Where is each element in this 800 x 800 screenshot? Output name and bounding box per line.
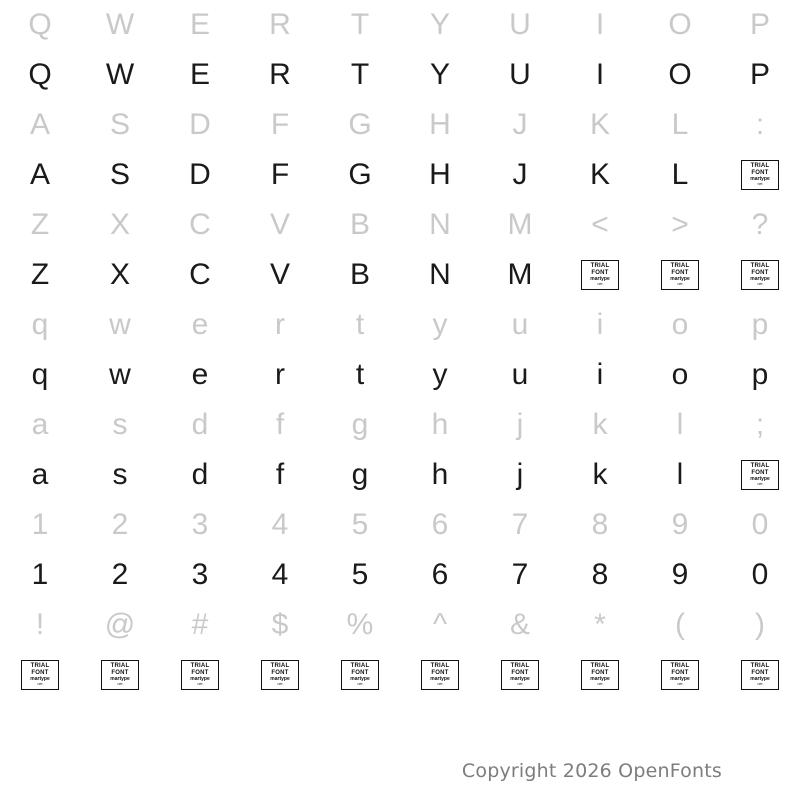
glyph-cell: C — [189, 208, 211, 241]
glyph-cell: 0 — [751, 558, 769, 591]
glyph-cell: s — [112, 458, 128, 491]
stamp-line-font: FONT — [111, 669, 129, 676]
trial-font-stamp-box — [661, 260, 699, 290]
glyph-cell: T — [350, 8, 370, 41]
glyph-cell: f — [275, 408, 285, 441]
glyph-cell: k — [592, 408, 608, 441]
glyph-cell: B — [349, 208, 370, 241]
stamp-line-trial: TRIAL — [670, 663, 690, 670]
glyph-cell: Y — [429, 8, 450, 41]
stamp-line-font: FONT — [511, 669, 529, 676]
stamp-line-font: FONT — [191, 669, 209, 676]
glyph-cell: h — [431, 408, 449, 441]
trial-font-stamp-box — [421, 660, 459, 690]
stamp-line-domain: net — [357, 682, 363, 687]
glyph-cell: W — [105, 58, 135, 91]
glyph-cell: C — [189, 258, 211, 291]
glyph-cell: < — [591, 208, 609, 241]
glyph-cell: L — [671, 108, 689, 141]
glyph-cell: V — [269, 208, 290, 241]
glyph-cell: H — [429, 158, 451, 191]
glyph-cell: 4 — [271, 508, 289, 541]
glyph-cell: q — [31, 308, 49, 341]
glyph-cell: 3 — [191, 558, 209, 591]
glyph-cell: Z — [30, 208, 50, 241]
stamp-line-trial: TRIAL — [30, 663, 50, 670]
glyph-cell: R — [269, 8, 291, 41]
glyph-cell: ? — [751, 208, 769, 241]
trial-font-stamp — [640, 650, 720, 700]
glyph-cell: ^ — [432, 608, 448, 641]
glyph-cell: $ — [271, 608, 289, 641]
glyph-cell: J — [512, 158, 528, 191]
glyph-cell: o — [671, 308, 689, 341]
stamp-line-trial: TRIAL — [750, 463, 770, 470]
stamp-line-trial: TRIAL — [590, 263, 610, 270]
trial-font-stamp — [400, 650, 480, 700]
stamp-line-foundry: martype — [110, 676, 130, 683]
trial-font-stamp — [640, 250, 720, 300]
glyph-cell: t — [355, 358, 365, 391]
glyph-cell: p — [751, 308, 769, 341]
glyph-cell: M — [507, 208, 533, 241]
glyph-cell: L — [671, 158, 689, 191]
stamp-line-domain: net — [517, 682, 523, 687]
glyph-cell: g — [351, 458, 369, 491]
trial-font-stamp-box — [21, 660, 59, 690]
glyph-cell: o — [671, 358, 689, 391]
trial-font-stamp — [160, 650, 240, 700]
glyph-cell: 1 — [31, 558, 49, 591]
glyph-cell: G — [348, 158, 372, 191]
trial-font-stamp-box — [741, 460, 779, 490]
trial-font-stamp-box — [501, 660, 539, 690]
glyph-cell: w — [109, 358, 131, 391]
trial-font-stamp — [560, 650, 640, 700]
glyph-cell: w — [109, 308, 131, 341]
glyph-cell: q — [31, 358, 49, 391]
trial-font-stamp-box — [741, 160, 779, 190]
stamp-line-domain: net — [277, 682, 283, 687]
stamp-line-foundry: martype — [430, 676, 450, 683]
glyph-cell: j — [516, 408, 524, 441]
glyph-cell: e — [191, 358, 209, 391]
stamp-line-font: FONT — [671, 269, 689, 276]
stamp-line-domain: net — [677, 682, 683, 687]
glyph-cell: E — [189, 8, 210, 41]
stamp-line-foundry: martype — [30, 676, 50, 683]
stamp-line-foundry: martype — [590, 276, 610, 283]
stamp-line-foundry: martype — [510, 676, 530, 683]
glyph-cell: P — [749, 8, 770, 41]
stamp-line-domain: net — [197, 682, 203, 687]
stamp-line-trial: TRIAL — [750, 663, 770, 670]
glyph-cell: 6 — [431, 508, 449, 541]
stamp-line-trial: TRIAL — [270, 663, 290, 670]
stamp-line-foundry: martype — [350, 676, 370, 683]
glyph-cell: W — [105, 8, 135, 41]
stamp-line-trial: TRIAL — [750, 263, 770, 270]
stamp-line-domain: net — [757, 282, 763, 287]
stamp-line-foundry: martype — [750, 476, 770, 483]
stamp-line-trial: TRIAL — [430, 663, 450, 670]
glyph-cell: y — [432, 308, 448, 341]
stamp-line-domain: net — [597, 282, 603, 287]
glyph-cell: 8 — [591, 558, 609, 591]
glyph-cell: 3 — [191, 508, 209, 541]
stamp-line-font: FONT — [751, 469, 769, 476]
glyph-cell: d — [191, 408, 209, 441]
glyph-cell: l — [676, 408, 684, 441]
glyph-cell: F — [270, 108, 290, 141]
stamp-line-font: FONT — [751, 269, 769, 276]
stamp-line-trial: TRIAL — [750, 163, 770, 170]
glyph-cell: a — [31, 458, 49, 491]
glyph-cell: K — [589, 108, 610, 141]
stamp-line-foundry: martype — [270, 676, 290, 683]
glyph-cell: H — [429, 108, 451, 141]
stamp-line-font: FONT — [751, 169, 769, 176]
stamp-line-font: FONT — [751, 669, 769, 676]
glyph-cell: Y — [429, 58, 450, 91]
glyph-cell: X — [109, 208, 130, 241]
trial-font-stamp-box — [661, 660, 699, 690]
trial-font-stamp — [0, 650, 80, 700]
glyph-cell: ; — [755, 408, 765, 441]
trial-font-stamp — [320, 650, 400, 700]
trial-font-stamp-box — [741, 660, 779, 690]
stamp-line-foundry: martype — [750, 176, 770, 183]
glyph-cell: 9 — [671, 558, 689, 591]
trial-font-stamp — [720, 650, 800, 700]
glyph-cell: g — [351, 408, 369, 441]
stamp-line-font: FONT — [671, 669, 689, 676]
glyph-cell: l — [676, 458, 684, 491]
glyph-cell: h — [431, 458, 449, 491]
glyph-cell: t — [355, 308, 365, 341]
glyph-cell: I — [595, 58, 605, 91]
glyph-cell: X — [109, 258, 130, 291]
stamp-line-domain: net — [757, 182, 763, 187]
glyph-cell: @ — [104, 608, 136, 641]
glyph-cell: % — [346, 608, 374, 641]
stamp-line-foundry: martype — [670, 276, 690, 283]
glyph-cell: u — [511, 358, 529, 391]
trial-font-stamp — [720, 450, 800, 500]
glyph-cell: O — [668, 58, 692, 91]
stamp-line-domain: net — [37, 682, 43, 687]
stamp-line-font: FONT — [431, 669, 449, 676]
stamp-line-domain: net — [597, 682, 603, 687]
stamp-line-foundry: martype — [750, 276, 770, 283]
glyph-cell: a — [31, 408, 49, 441]
glyph-cell: r — [275, 308, 285, 341]
stamp-line-foundry: martype — [750, 676, 770, 683]
trial-font-stamp — [240, 650, 320, 700]
stamp-line-domain: net — [677, 282, 683, 287]
glyph-cell: G — [348, 108, 372, 141]
stamp-line-domain: net — [117, 682, 123, 687]
trial-font-stamp-box — [581, 660, 619, 690]
glyph-cell: A — [29, 108, 50, 141]
glyph-cell: O — [668, 8, 692, 41]
glyph-cell: f — [275, 458, 285, 491]
stamp-line-font: FONT — [351, 669, 369, 676]
stamp-line-trial: TRIAL — [590, 663, 610, 670]
stamp-line-domain: net — [757, 482, 763, 487]
glyph-cell: k — [592, 458, 608, 491]
stamp-line-trial: TRIAL — [190, 663, 210, 670]
glyph-cell: r — [275, 358, 285, 391]
glyph-cell: U — [509, 58, 531, 91]
glyph-cell: p — [751, 358, 769, 391]
glyph-cell: y — [432, 358, 448, 391]
stamp-line-foundry: martype — [190, 676, 210, 683]
glyph-cell: 9 — [671, 508, 689, 541]
trial-font-stamp-box — [261, 660, 299, 690]
glyph-cell: 7 — [511, 558, 529, 591]
glyph-cell: d — [191, 458, 209, 491]
stamp-line-trial: TRIAL — [350, 663, 370, 670]
trial-font-stamp-box — [581, 260, 619, 290]
glyph-cell: : — [755, 108, 765, 141]
stamp-line-foundry: martype — [590, 676, 610, 683]
trial-font-stamp — [80, 650, 160, 700]
glyph-cell: s — [112, 408, 128, 441]
glyph-cell: # — [191, 608, 209, 641]
glyph-cell: U — [509, 8, 531, 41]
glyph-cell: j — [516, 458, 524, 491]
glyph-cell: i — [596, 308, 604, 341]
glyph-cell: B — [349, 258, 370, 291]
stamp-line-font: FONT — [591, 669, 609, 676]
copyright-footer: Copyright 2026 OpenFonts — [461, 760, 722, 782]
glyph-cell: S — [109, 108, 130, 141]
glyph-cell: i — [596, 358, 604, 391]
glyph-cell: E — [189, 58, 210, 91]
glyph-cell: V — [269, 258, 290, 291]
glyph-cell: 1 — [31, 508, 49, 541]
glyph-cell: D — [189, 108, 211, 141]
glyph-cell: Q — [28, 8, 52, 41]
glyph-cell: Q — [28, 58, 52, 91]
glyph-cell: P — [749, 58, 770, 91]
glyph-cell: M — [507, 258, 533, 291]
stamp-line-font: FONT — [271, 669, 289, 676]
glyph-cell: * — [594, 608, 606, 641]
trial-font-stamp-box — [101, 660, 139, 690]
trial-font-stamp-box — [341, 660, 379, 690]
glyph-cell: A — [29, 158, 50, 191]
glyph-cell: 6 — [431, 558, 449, 591]
glyph-cell: 2 — [111, 508, 129, 541]
stamp-line-font: FONT — [591, 269, 609, 276]
glyph-cell: ! — [35, 608, 45, 641]
glyph-cell: > — [671, 208, 689, 241]
glyph-cell: u — [511, 308, 529, 341]
glyph-cell: N — [429, 208, 451, 241]
glyph-cell: e — [191, 308, 209, 341]
trial-font-stamp — [480, 650, 560, 700]
glyph-cell: 5 — [351, 508, 369, 541]
glyph-cell: & — [509, 608, 530, 641]
trial-font-stamp-box — [181, 660, 219, 690]
glyph-cell: Z — [30, 258, 50, 291]
glyph-cell: 5 — [351, 558, 369, 591]
glyph-cell: 4 — [271, 558, 289, 591]
stamp-line-font: FONT — [31, 669, 49, 676]
glyph-cell: I — [595, 8, 605, 41]
glyph-cell: R — [269, 58, 291, 91]
stamp-line-domain: net — [437, 682, 443, 687]
trial-font-stamp-box — [741, 260, 779, 290]
stamp-line-trial: TRIAL — [670, 263, 690, 270]
glyph-cell: ) — [755, 608, 765, 641]
glyph-cell: 0 — [751, 508, 769, 541]
trial-font-stamp — [720, 250, 800, 300]
stamp-line-trial: TRIAL — [110, 663, 130, 670]
stamp-line-foundry: martype — [670, 676, 690, 683]
stamp-line-domain: net — [757, 682, 763, 687]
glyph-cell: F — [270, 158, 290, 191]
glyph-cell: K — [589, 158, 610, 191]
glyph-cell: D — [189, 158, 211, 191]
glyph-cell: 2 — [111, 558, 129, 591]
glyph-cell: S — [109, 158, 130, 191]
trial-font-stamp — [560, 250, 640, 300]
stamp-line-trial: TRIAL — [510, 663, 530, 670]
trial-font-stamp — [720, 150, 800, 200]
glyph-cell: 7 — [511, 508, 529, 541]
glyph-cell: N — [429, 258, 451, 291]
glyph-cell: T — [350, 58, 370, 91]
glyph-cell: ( — [675, 608, 685, 641]
glyph-cell: J — [512, 108, 528, 141]
glyph-cell: 8 — [591, 508, 609, 541]
